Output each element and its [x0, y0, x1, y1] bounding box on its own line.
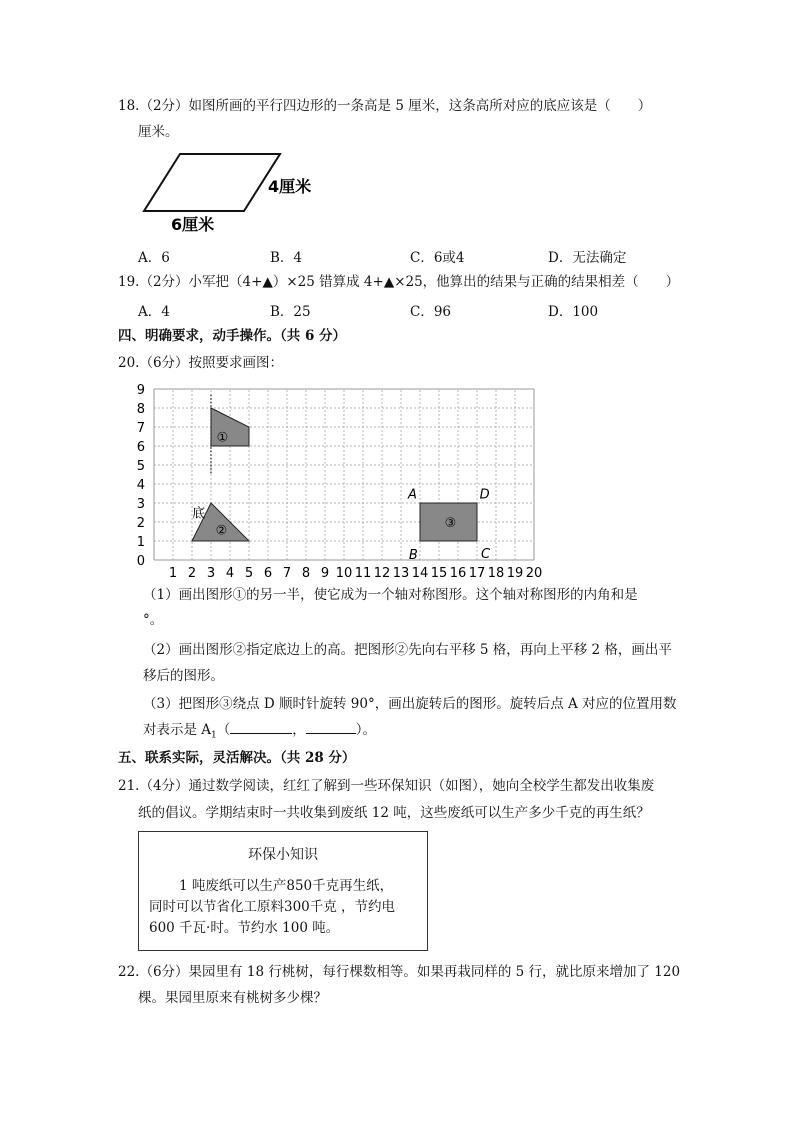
answer-blank-y[interactable] [306, 733, 356, 734]
point-d-label: D [479, 487, 490, 503]
x-tick-label: 20 [525, 566, 543, 578]
q20-part3-sub: 1 [211, 730, 217, 741]
shape-2-base-label: 底 [192, 506, 206, 522]
section-5-heading: 五、联系实际，灵活解决。（共 28 分） [118, 750, 356, 766]
x-tick-label: 10 [335, 566, 353, 578]
x-tick-label: 8 [301, 566, 311, 578]
x-tick-label: 18 [487, 566, 505, 578]
shape-1-label: ① [216, 430, 229, 446]
y-tick-label: 3 [136, 497, 145, 512]
y-tick-label: 4 [136, 478, 145, 493]
x-tick-label: 19 [506, 566, 524, 578]
q21-stem: 21.（4分）通过数学阅读，红红了解到一些环保知识（如图），她向全校学生都发出收集废 [118, 778, 655, 794]
x-tick-label: 16 [449, 566, 467, 578]
x-tick-label: 13 [392, 566, 410, 578]
x-tick-label: 9 [320, 566, 330, 578]
q19-option-d[interactable]: D．100 [548, 304, 599, 320]
y-tick-label: 9 [136, 383, 145, 398]
x-tick-label: 17 [468, 566, 486, 578]
parallelogram-figure [138, 146, 328, 238]
q20-part3-cont [143, 720, 376, 746]
x-tick-label: 5 [244, 566, 254, 578]
q22-stem: 22.（6分）果园里有 18 行桃树，每行棵数相等。如果再栽同样的 5 行，就比原来增加了 120 [118, 964, 681, 980]
q18-option-a[interactable]: A．6 [138, 250, 170, 266]
q20-part1-cont: °。 [143, 612, 164, 628]
x-tick-label: 3 [206, 566, 216, 578]
environment-knowledge-box [138, 831, 428, 951]
y-tick-label: 6 [136, 440, 145, 455]
shape-3-label: ③ [444, 516, 457, 531]
box-line-1: 1 吨废纸可以生产850千克再生纸， [179, 878, 394, 894]
q18-option-b[interactable]: B．4 [270, 250, 303, 266]
y-tick-label: 2 [136, 516, 145, 531]
fig-base-label: 6厘米 [171, 215, 215, 234]
fig-side-label: 4厘米 [268, 177, 312, 196]
q18-option-c[interactable]: C．6或4 [410, 250, 465, 266]
x-tick-label: 1 [168, 566, 178, 578]
box-title: 环保小知识 [248, 847, 318, 863]
q18-stem: 18.（2分）如图所画的平行四边形的一条高是 5 厘米，这条高所对应的底应该是（ ） [118, 98, 652, 114]
y-tick-label: 5 [136, 459, 145, 474]
point-a-label: A [407, 487, 417, 503]
x-tick-label: 7 [282, 566, 292, 578]
q20-part3-open: （ [216, 722, 231, 738]
q20-stem: 20.（6分）按照要求画图： [118, 355, 284, 371]
q20-part3: （3）把图形③绕点 D 顺时针旋转 90°，画出旋转后的图形。旋转后点 A 对应的位置用数 [143, 696, 677, 712]
x-tick-label: 6 [263, 566, 273, 578]
q18-option-d[interactable]: D．无法确定 [548, 250, 627, 266]
q19-stem: 19.（2分）小军把（4+▲）×25 错算成 4+▲×25，他算出的结果与正确的结果相差（ ） [118, 274, 680, 290]
q20-part1: （1）画出图形①的另一半，使它成为一个轴对称图形。这个轴对称图形的内角和是 [143, 587, 638, 603]
coordinate-grid [130, 378, 550, 578]
section-4-heading: 四、明确要求，动手操作。（共 6 分） [118, 328, 347, 344]
y-tick-label: 1 [136, 535, 145, 550]
x-tick-label: 4 [225, 566, 235, 578]
shape-2-label: ② [215, 523, 228, 539]
q21-stem-cont: 纸的倡议。学期结束时一共收集到废纸 12 吨，这些废纸可以生产多少千克的再生纸？ [138, 805, 650, 821]
q20-part3-comma: ， [292, 722, 306, 738]
x-tick-label: 2 [187, 566, 197, 578]
q20-part3-pre: 对表示是 A [143, 722, 212, 738]
q22-stem-cont: 棵。果园里原来有桃树多少棵？ [138, 990, 327, 1006]
x-tick-label: 15 [430, 566, 448, 578]
q19-option-c[interactable]: C．96 [410, 304, 452, 320]
point-c-label: C [481, 547, 491, 563]
q18-stem-cont: 厘米。 [138, 124, 179, 140]
y-tick-label: 7 [136, 421, 145, 436]
parallelogram-shape [144, 154, 280, 211]
y-tick-label: 0 [136, 554, 145, 569]
y-tick-label: 8 [136, 402, 145, 417]
q20-part3-close: ）。 [355, 722, 377, 738]
q20-part2: （2）画出图形②指定底边上的高。把图形②先向右平移 5 格，再向上平移 2 格，画出平 [143, 642, 672, 658]
answer-blank-x[interactable] [230, 733, 292, 734]
q20-part2-cont: 移后的图形。 [143, 668, 224, 684]
x-tick-label: 14 [411, 566, 429, 578]
x-tick-label: 12 [373, 566, 391, 578]
q19-option-a[interactable]: A．4 [138, 304, 170, 320]
box-line-3: 600 千瓦·时。节约水 100 吨。 [149, 920, 340, 936]
box-line-2: 同时可以节省化工原料300千克 ，节约电 [149, 899, 396, 915]
x-tick-label: 11 [354, 566, 372, 578]
q19-option-b[interactable]: B．25 [270, 304, 311, 320]
point-b-label: B [408, 548, 418, 564]
